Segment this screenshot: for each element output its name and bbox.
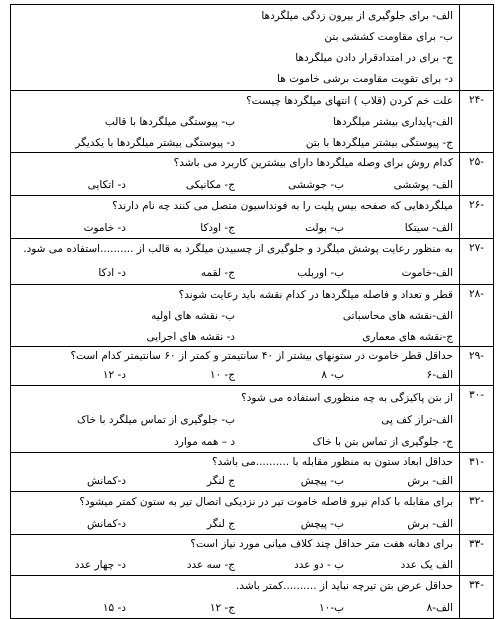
question-row-32 [11,492,494,535]
options-row [11,556,459,574]
question-row-29 [11,347,494,386]
question-stem: میلگردهایی که صفحه بیس پلیت را به فونداسیون متصل می کنند چه نام دارند؟ [112,200,453,212]
option-c: ج- ۱۰ [209,369,235,381]
question-number: ۳۲- [460,492,494,535]
question-body [11,153,460,196]
question-row-26 [11,196,494,239]
question-stem: برای مقابله با کدام نیرو فاصله خاموت تیر در نزدیکی اتصال تیر به ستون کمتر میشود؟ [79,496,453,508]
option-a: الف-پایداری بیشتر میلگردها [333,116,453,128]
question-body [11,576,460,619]
option-d: د- ۱۲ [102,369,126,381]
question-row-23 [11,5,494,91]
questions-table [10,4,494,619]
options-row [11,113,459,131]
option-d: د- برای تقویت مقاومت برشی خاموت ها [277,73,453,85]
question-body [11,347,460,386]
question-stem: کدام روش برای وصله میلگردها دارای بیشترین کاربرد می باشد؟ [173,157,453,169]
option-d: د – همه موارد [174,436,235,448]
question-stem: برای دهانه هفت متر حداقل چند کلاف میانی مورد نیاز است؟ [190,538,453,550]
options-row [11,515,459,533]
option-c: ج- جلوگیری از تماس بتن با خاک [312,436,453,448]
option-a: الف-۶ [426,369,453,381]
option-d: د-کمانش [86,475,126,487]
question-stem: حداقل عرض بتن تیرچه نباید از ..........کمتر باشد. [236,580,453,592]
option-a: الف-۸ [426,602,453,614]
option-c: ج- مکانیکی [185,179,235,191]
question-row-24 [11,91,494,153]
question-number: ۲۹- [460,347,494,386]
question-body [11,5,460,91]
question-stem: به منظور رعایت پوشش میلگرد و جلوگیری از چسبیدن میلگرد به قالب از ..........استفاده می شود. [23,243,453,255]
options-row [11,411,459,429]
question-stem: حداقل ابعاد ستون به منظور مقابله با ..........می باشد؟ [212,456,453,468]
question-row-33 [11,535,494,576]
question-body [11,492,460,535]
option-b: ب - دو عدد [294,559,344,571]
option-d: د- اتکایی [87,179,126,191]
options-row [11,176,459,194]
question-row-30 [11,386,494,453]
question-number: ۳۴- [460,576,494,619]
question-row-27 [11,239,494,285]
question-body [11,453,460,492]
options-row [11,328,459,346]
option-c: ج- سه عدد [186,559,235,571]
option-d: د- خاموت [83,222,126,234]
question-number: ۲۸- [460,285,494,347]
option-b: ب- ۸ [321,369,344,381]
question-number: ۳۳- [460,535,494,576]
option-c: ج لنگر [206,518,235,530]
question-number [460,5,494,91]
question-stem: علت خم کردن (قلاب ) انتهای میلگردها چیست؟ [246,95,453,107]
option-b: ب- برای مقاومت کششی بتن [324,31,453,43]
question-number: ۳۱- [460,453,494,492]
question-body [11,91,460,153]
option-a: الف- برش [407,475,453,487]
question-body [11,196,460,239]
options-row [11,134,459,152]
question-row-28 [11,285,494,347]
question-number: ۳۰- [460,386,494,453]
question-stem: از بتن پاکیزگی به چه منظوری استفاده می شود؟ [241,392,453,404]
option-c: ج- ۱۲ [209,602,235,614]
question-body [11,239,460,285]
option-d: د- چهار عدد [74,559,126,571]
option-b: ب- بولت [305,222,344,234]
option-d: د- نقشه های اجرایی [146,331,235,343]
option-c: ج- پیوستگی بیشتر میلگردها با بتن [305,137,453,149]
option-b: ب- اوربلب [297,267,344,279]
question-body [11,285,460,347]
question-stem: حداقل قطر خاموت در ستونهای بیشتر از ۴۰ سانتیمتر و کمتر از ۶۰ سانتیمتر کدام است؟ [70,350,453,362]
option-a: الف-تراز کف پی [381,414,453,426]
option-a: الف- برای جلوگیری از بیرون زدگی میلگردها [261,10,453,22]
option-c: ج لنگر [206,475,235,487]
option-b: ب- نقشه های اولیه [151,310,235,322]
option-a: الف- پوششی [393,179,453,191]
option-a: الف- سیتکا [404,222,453,234]
option-c: ج- برای در امتدادقرار دادن میلگردها [295,52,453,64]
question-body [11,386,460,453]
options-row [11,599,459,617]
option-a: الف-خاموت [401,267,453,279]
option-b: ب- پیچش [300,475,344,487]
question-number: ۲۴- [460,91,494,153]
question-row-34 [11,576,494,619]
options-row [11,264,459,282]
question-number: ۲۶- [460,196,494,239]
option-b: ب- پیچش [300,518,344,530]
question-body [11,535,460,576]
option-b: ب- جوششی [288,179,344,191]
option-c: ج- اودکا [200,222,235,234]
question-stem: قطر و تعداد و فاصله میلگردها در کدام نقشه باید رعایت شوند؟ [178,289,453,301]
option-b: ب-۱۰ [319,602,344,614]
option-b: ب- جلوگیری از تماس میلگرد با خاک [76,414,235,426]
options-row [11,433,459,451]
question-row-31 [11,453,494,492]
option-d: د- ۱۵ [102,602,126,614]
question-row-25 [11,153,494,196]
options-row [11,307,459,325]
option-b: ب- پیوستگی میلگردها با قالب [104,116,235,128]
options-row [11,472,459,490]
option-c: ج-نقشه های معماری [362,331,453,343]
question-number: ۲۵- [460,153,494,196]
option-d: د- پیوستگی بیشتر میلگردها با یکدیگر [75,137,235,149]
option-c: ج- لقمه [200,267,235,279]
option-a: الف یک عدد [400,559,453,571]
question-number: ۲۷- [460,239,494,285]
options-row [11,366,459,384]
option-d: د- ادکا [98,267,126,279]
options-row [11,219,459,237]
option-a: الف-نقشه های محاسباتی [342,310,453,322]
option-d: د-کمانش [86,518,126,530]
option-a: الف- برش [407,518,453,530]
